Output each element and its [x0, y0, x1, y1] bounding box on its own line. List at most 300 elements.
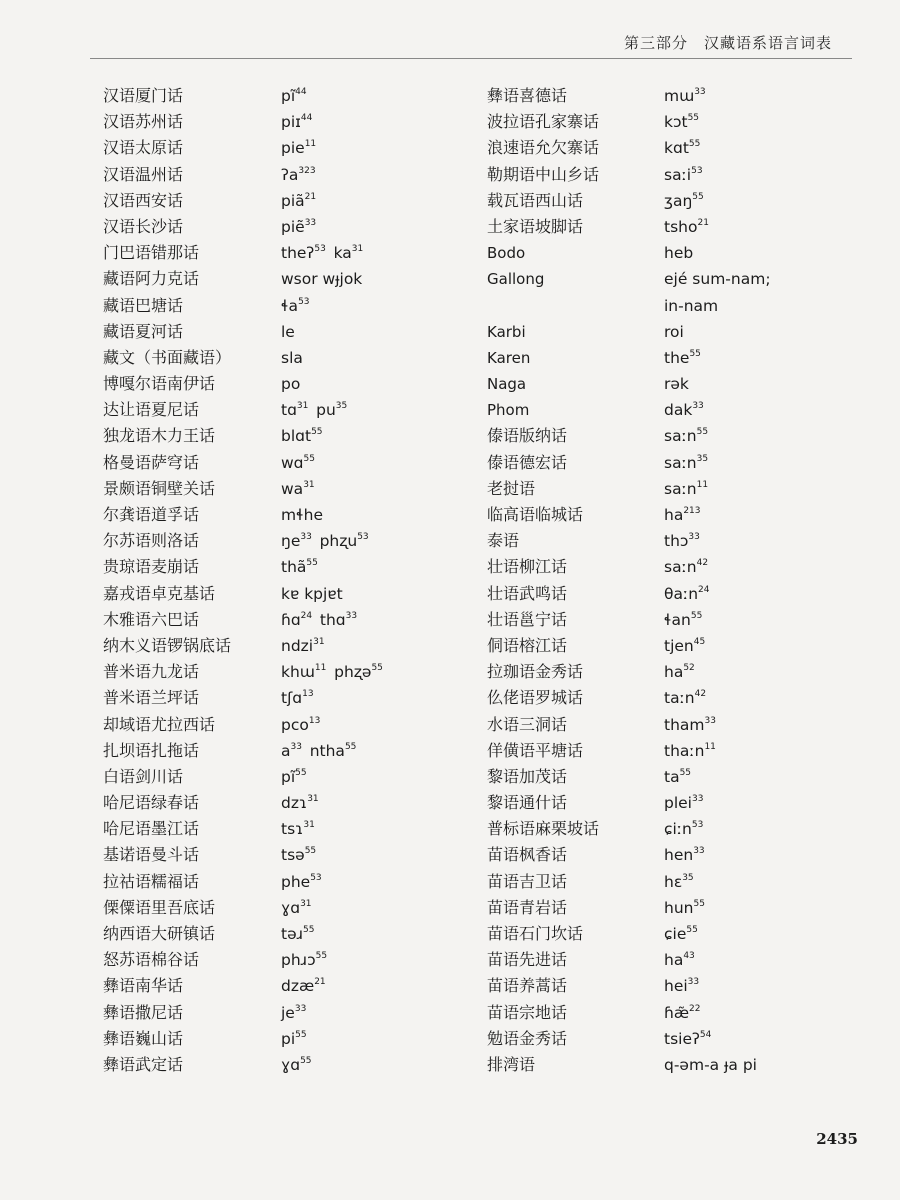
tone-mark: 55: [686, 925, 698, 935]
language-name: 苗语养蒿话: [487, 976, 568, 996]
language-name: 壮语邕宁话: [487, 609, 568, 629]
tone-mark: 31: [307, 794, 319, 805]
phonetic-form: tsə: [281, 846, 305, 865]
tone-mark: 55: [690, 610, 703, 621]
language-name: 汉语西安话: [103, 190, 184, 210]
word-form: [664, 240, 693, 266]
word-form: [281, 450, 315, 476]
running-head: [624, 32, 832, 53]
word-form: [281, 816, 315, 842]
phonetic-form: wa: [281, 479, 304, 498]
language-name: 黎语通什话: [487, 793, 568, 813]
language-name: Naga: [487, 375, 527, 394]
phonetic-form: taːn: [664, 689, 695, 708]
phonetic-form: sla: [281, 348, 303, 367]
phonetic-form: kɑt: [664, 139, 689, 158]
language-name: Karen: [487, 348, 531, 367]
phonetic-form: je: [281, 1003, 295, 1022]
phonetic-form: ɬan: [664, 610, 691, 629]
language-name: 佯僙语平塘话: [487, 740, 584, 760]
tone-mark: 213: [683, 506, 701, 516]
phonetic-form: thaːn: [664, 741, 705, 760]
phonetic-form: blɑt: [281, 427, 312, 446]
word-form: [281, 162, 316, 188]
word-form: [281, 973, 326, 999]
tone-mark: 55: [315, 951, 328, 962]
word-form: [281, 685, 314, 711]
language-name: 老挝语: [487, 478, 536, 498]
word-form: [281, 869, 322, 895]
language-name: 彝语撒尼话: [103, 1002, 184, 1022]
language-name: 普标语麻栗坡话: [487, 819, 600, 839]
language-name: Karbi: [487, 322, 526, 341]
tone-mark: 22: [689, 1003, 701, 1014]
tone-mark-second: 31: [351, 244, 364, 255]
phonetic-form: ha: [664, 951, 684, 970]
language-name: Bodo: [487, 244, 526, 263]
phonetic-form: the: [664, 348, 690, 367]
language-name: 扎坝语扎拖话: [103, 740, 200, 760]
phonetic-form: hun: [664, 898, 694, 917]
word-form: [664, 135, 700, 161]
word-form: [664, 712, 716, 738]
tone-mark: 13: [302, 689, 314, 700]
language-name: 勒期语中山乡话: [487, 164, 600, 184]
phonetic-form: tjen: [664, 636, 694, 655]
language-name: 苗语青岩话: [487, 897, 568, 917]
word-form: [281, 659, 383, 685]
tone-mark: 35: [696, 453, 709, 464]
language-name: 汉语长沙话: [103, 216, 184, 236]
phonetic-form: tɑ: [281, 401, 297, 420]
language-name: 彝语武定话: [103, 1054, 184, 1074]
language-name: 载瓦语西山话: [487, 190, 584, 210]
word-form: [664, 450, 708, 476]
phonetic-form: dzɿ: [281, 794, 308, 813]
language-name: 达让语夏尼话: [103, 400, 200, 420]
word-form: [664, 371, 689, 397]
phonetic-form: plei: [664, 794, 692, 813]
tone-mark-second: 33: [345, 610, 358, 621]
word-form: [664, 345, 701, 371]
language-name: 藏语巴塘话: [103, 295, 184, 315]
language-name: 壮语武鸣话: [487, 583, 568, 603]
word-form: [281, 109, 312, 135]
language-name: 门巴语错那话: [103, 243, 200, 263]
tone-mark: 31: [303, 479, 315, 490]
word-form: [664, 1052, 757, 1078]
tone-mark: 42: [694, 689, 707, 700]
word-form: [664, 502, 701, 528]
page-number: 2435: [816, 1130, 858, 1148]
tone-mark-second: 55: [371, 663, 383, 674]
phonetic-form: saːn: [664, 558, 697, 577]
tone-mark: 55: [688, 139, 701, 150]
phonetic-form: phe: [281, 872, 311, 891]
language-name: 博嘎尔语南伊话: [103, 374, 216, 394]
language-name: 哈尼语墨江话: [103, 819, 200, 839]
phonetic-form: piã: [281, 191, 305, 210]
phonetic-form: ŋe: [281, 532, 301, 551]
phonetic-form: wɑ: [281, 453, 304, 472]
phonetic-form: thã: [281, 558, 307, 577]
tone-mark: 53: [691, 820, 704, 831]
language-name: Gallong: [487, 270, 545, 289]
tone-mark: 31: [296, 401, 309, 412]
phonetic-form: saːn: [664, 427, 697, 446]
phonetic-form-second: phʐu: [319, 532, 358, 551]
word-form: [281, 528, 369, 554]
word-form: [281, 790, 319, 816]
language-name: 普米语兰坪话: [103, 688, 200, 708]
language-name: 黎语加茂话: [487, 766, 568, 786]
word-form: [664, 528, 700, 554]
language-name: 汉语太原话: [103, 138, 184, 158]
word-form: [664, 109, 699, 135]
language-name: 浪速语允欠寨话: [487, 138, 600, 158]
phonetic-form: ndzi: [281, 636, 314, 655]
word-form: [664, 869, 694, 895]
phonetic-form-second: ka: [333, 244, 352, 263]
word-form: [664, 581, 709, 607]
language-name: 尔苏语则洛话: [103, 531, 200, 551]
tone-mark: 33: [692, 794, 704, 805]
tone-mark: 33: [694, 87, 706, 97]
word-form: [281, 1052, 312, 1078]
word-form: [664, 83, 706, 109]
language-name: 傈僳语里吾底话: [103, 897, 216, 917]
word-form: [281, 738, 356, 764]
phonetic-form: q-əm-a ɟa pi: [664, 1055, 757, 1074]
language-name: 泰语: [487, 531, 520, 551]
word-form: [281, 895, 312, 921]
language-name: 仫佬语罗城话: [487, 688, 584, 708]
word-form: [664, 816, 703, 842]
language-name: 苗语石门坎话: [487, 924, 584, 943]
word-form: [281, 240, 363, 266]
phonetic-form: in-nam: [664, 296, 719, 315]
phonetic-form: a: [281, 741, 291, 760]
phonetic-form: tʃɑ: [281, 689, 303, 708]
tone-mark: 21: [314, 977, 326, 988]
tone-mark: 11: [314, 663, 327, 674]
phonetic-form: təɹ: [281, 925, 304, 943]
language-name: 侗语榕江话: [487, 635, 568, 655]
phonetic-form: le: [281, 322, 295, 341]
word-form: [664, 1026, 711, 1052]
tone-mark: 35: [682, 872, 694, 883]
word-form: [664, 162, 703, 188]
phonetic-form: θaːn: [664, 584, 699, 603]
tone-mark: 55: [311, 427, 323, 438]
word-form: [664, 476, 708, 502]
tone-mark: 323: [298, 165, 316, 176]
language-name: 纳木义语锣锅底话: [103, 635, 232, 655]
phonetic-form: kɔt: [664, 113, 688, 132]
tone-mark: 24: [698, 584, 710, 595]
tone-mark: 21: [304, 191, 317, 202]
tone-mark: 55: [295, 767, 307, 778]
phonetic-form: saːn: [664, 479, 697, 498]
word-form: [664, 947, 695, 973]
language-name: Phom: [487, 401, 530, 420]
tone-mark: 21: [697, 217, 709, 228]
phonetic-form-second: ntha: [309, 741, 345, 760]
word-form: [281, 921, 315, 947]
language-name: 傣语版纳话: [487, 426, 568, 446]
phonetic-form: tsɿ: [281, 820, 304, 839]
language-name: 藏文（书面藏语）: [103, 347, 232, 367]
tone-mark: 53: [310, 872, 322, 883]
tone-mark: 55: [693, 898, 705, 909]
word-form: [281, 423, 323, 449]
tone-mark: 44: [295, 87, 307, 97]
language-name: 贵琼语麦崩话: [103, 557, 200, 577]
word-form: [281, 266, 362, 292]
tone-mark: 33: [294, 1003, 307, 1014]
word-form: [281, 188, 316, 214]
tone-mark: 55: [303, 453, 315, 464]
word-form: [664, 764, 691, 790]
phonetic-form: ejé sum-nam;: [664, 270, 771, 289]
word-form: [664, 293, 718, 319]
phonetic-form: ha: [664, 663, 684, 682]
word-form: [664, 266, 771, 292]
word-form: [281, 83, 307, 109]
phonetic-form-second: pu: [316, 401, 336, 420]
word-form: [664, 921, 698, 947]
word-form: [281, 581, 343, 607]
phonetic-form: ʒaŋ: [664, 191, 693, 210]
phonetic-form: saːn: [664, 453, 697, 472]
language-name: 彝语喜德话: [487, 86, 568, 105]
language-name: 怒苏语棉谷话: [103, 950, 200, 970]
language-name: 尔龚语道孚话: [103, 505, 200, 524]
language-name: 苗语枫香话: [487, 845, 568, 865]
tone-mark: 33: [693, 846, 705, 857]
phonetic-form: khɯ: [281, 663, 315, 682]
language-name: 普米语九龙话: [103, 662, 200, 682]
word-form: [281, 842, 316, 868]
phonetic-form: thɔ: [664, 532, 689, 551]
tone-mark-second: 55: [344, 741, 357, 752]
word-form: [281, 476, 315, 502]
word-form: [281, 764, 307, 790]
language-name: 苗语宗地话: [487, 1002, 568, 1022]
language-name: 白语剑川话: [103, 766, 184, 786]
phonetic-form: ɣɑ: [281, 1055, 301, 1074]
phonetic-form: heb: [664, 244, 694, 263]
tone-mark: 11: [696, 479, 709, 490]
language-name: 嘉戎语卓克基话: [103, 583, 216, 603]
word-form: [664, 842, 705, 868]
phonetic-form-second: thɑ: [319, 610, 346, 629]
phonetic-form: ɕie: [664, 925, 687, 943]
tone-mark: 13: [308, 715, 321, 726]
phonetic-form: wsor wɟjok: [281, 270, 363, 289]
word-form: [281, 1000, 306, 1026]
phonetic-form: pĩ: [281, 767, 296, 786]
tone-mark: 31: [303, 820, 315, 831]
phonetic-form: pĩ: [281, 87, 296, 105]
tone-mark: 11: [304, 139, 317, 150]
phonetic-form: roi: [664, 322, 684, 341]
tone-mark: 11: [704, 741, 716, 752]
tone-mark: 55: [304, 846, 317, 857]
language-name: 彝语巍山话: [103, 1028, 184, 1048]
word-form: [281, 502, 323, 528]
tone-mark: 33: [704, 715, 716, 726]
phonetic-form: tsieʔ: [664, 1029, 700, 1048]
word-form: [281, 371, 300, 397]
language-name: 纳西语大研镇话: [103, 924, 216, 943]
phonetic-form: rək: [664, 375, 689, 394]
tone-mark-second: 53: [357, 532, 369, 543]
language-name: 格曼语萨穹话: [103, 452, 200, 472]
phonetic-form: tsho: [664, 217, 698, 236]
phonetic-form: ha: [664, 506, 684, 524]
language-name: 壮语柳江话: [487, 557, 568, 577]
word-form: [281, 345, 303, 371]
tone-mark: 33: [290, 741, 302, 752]
tone-mark: 45: [693, 636, 706, 647]
word-form: [664, 423, 708, 449]
tone-mark: 53: [691, 165, 703, 176]
phonetic-form: piɪ: [281, 113, 301, 132]
tone-mark: 31: [313, 636, 325, 647]
word-form: [281, 319, 295, 345]
language-name: 波拉语孔家寨话: [487, 112, 600, 132]
language-name: 哈尼语绿春话: [103, 793, 200, 813]
word-form: [664, 397, 704, 423]
language-name: 景颇语铜壁关话: [103, 478, 216, 498]
language-name: 汉语厦门话: [103, 86, 184, 105]
phonetic-form: theʔ: [281, 244, 315, 263]
phonetic-form: ɕiːn: [664, 820, 692, 839]
phonetic-form: hen: [664, 846, 694, 865]
tone-mark: 33: [300, 532, 312, 543]
phonetic-form: pco: [281, 715, 309, 734]
tone-mark: 55: [295, 1029, 307, 1040]
language-name: 临高语临城话: [487, 505, 584, 524]
tone-mark: 24: [300, 610, 313, 621]
phonetic-form: saːi: [664, 165, 692, 184]
language-name: 土家语坡脚话: [487, 216, 584, 236]
tone-mark: 55: [303, 925, 315, 935]
tone-mark: 33: [688, 532, 700, 543]
tone-mark: 55: [306, 558, 318, 569]
phonetic-form: piẽ: [281, 217, 305, 236]
tone-mark: 55: [300, 1055, 312, 1066]
phonetic-form: ta: [664, 767, 680, 786]
phonetic-form: hɛ: [664, 872, 683, 891]
language-name: 藏语夏河话: [103, 321, 184, 341]
word-form: [664, 659, 695, 685]
language-name: 勉语金秀话: [487, 1028, 568, 1048]
word-form: [664, 554, 708, 580]
word-form: [664, 633, 705, 659]
word-form: [664, 188, 704, 214]
word-form: [664, 738, 716, 764]
language-name: 汉语苏州话: [103, 112, 184, 132]
language-name: 却域语尤拉西话: [103, 714, 216, 734]
phonetic-form: kɐ kpjɐt: [281, 584, 343, 603]
language-name: 汉语温州话: [103, 164, 184, 184]
language-name: 傣语德宏话: [487, 452, 568, 472]
phonetic-form: mɬhe: [281, 506, 324, 524]
phonetic-form: po: [281, 375, 301, 394]
word-form: [281, 554, 318, 580]
tone-mark: 52: [683, 663, 695, 674]
word-form: [664, 973, 699, 999]
word-form: [281, 633, 325, 659]
phonetic-form: hei: [664, 977, 688, 996]
tone-mark: 54: [699, 1029, 712, 1040]
word-form: [281, 947, 327, 973]
word-form: [664, 895, 705, 921]
tone-mark: 55: [692, 191, 704, 202]
phonetic-form: tham: [664, 715, 705, 734]
phonetic-form: mɯ: [664, 87, 695, 105]
tone-mark: 44: [300, 113, 313, 124]
language-name: 拉祜语糯福话: [103, 871, 200, 891]
word-form: [664, 319, 684, 345]
word-form: [281, 397, 347, 423]
tone-mark: 55: [696, 427, 709, 438]
word-form: [281, 135, 316, 161]
language-name: 基诺语曼斗话: [103, 845, 200, 865]
word-form: [281, 607, 357, 633]
tone-mark: 33: [304, 217, 317, 228]
word-form: [281, 712, 320, 738]
phonetic-form: phɹɔ: [281, 951, 316, 970]
language-name: 排湾语: [487, 1054, 536, 1074]
phonetic-form: ɦɑ: [281, 610, 301, 629]
word-form: [664, 214, 709, 240]
language-name: 彝语南华话: [103, 976, 184, 996]
tone-mark: 53: [298, 296, 310, 307]
tone-mark: 31: [300, 898, 312, 909]
language-name: 苗语先进话: [487, 950, 568, 970]
language-name: 木雅语六巴话: [103, 609, 200, 629]
word-form: [664, 1000, 701, 1026]
phonetic-form: ɦæ̃: [664, 1003, 690, 1022]
phonetic-form-second: phʐə: [334, 663, 372, 682]
tone-mark: 43: [683, 951, 695, 962]
phonetic-form: dak: [664, 401, 693, 420]
tone-mark: 33: [687, 977, 700, 988]
word-form: [281, 1026, 307, 1052]
word-form: [664, 607, 702, 633]
word-form: [664, 790, 703, 816]
language-name: 水语三洞话: [487, 714, 568, 734]
language-name: 独龙语木力王话: [103, 426, 216, 446]
tone-mark: 55: [687, 113, 700, 124]
phonetic-form: pi: [281, 1029, 296, 1048]
language-name: 苗语吉卫话: [487, 871, 568, 891]
tone-mark: 53: [314, 244, 326, 255]
phonetic-form: ɣɑ: [281, 898, 301, 917]
phonetic-form: dzæ: [281, 977, 315, 996]
tone-mark: 55: [679, 767, 692, 778]
language-name: 藏语阿力克话: [103, 269, 200, 289]
word-form: [281, 214, 316, 240]
word-form: [664, 685, 706, 711]
tone-mark: 42: [696, 558, 709, 569]
tone-mark: 33: [692, 401, 704, 412]
word-form: [281, 293, 310, 319]
running-head-title: 汉藏语系语言词表: [703, 34, 832, 52]
